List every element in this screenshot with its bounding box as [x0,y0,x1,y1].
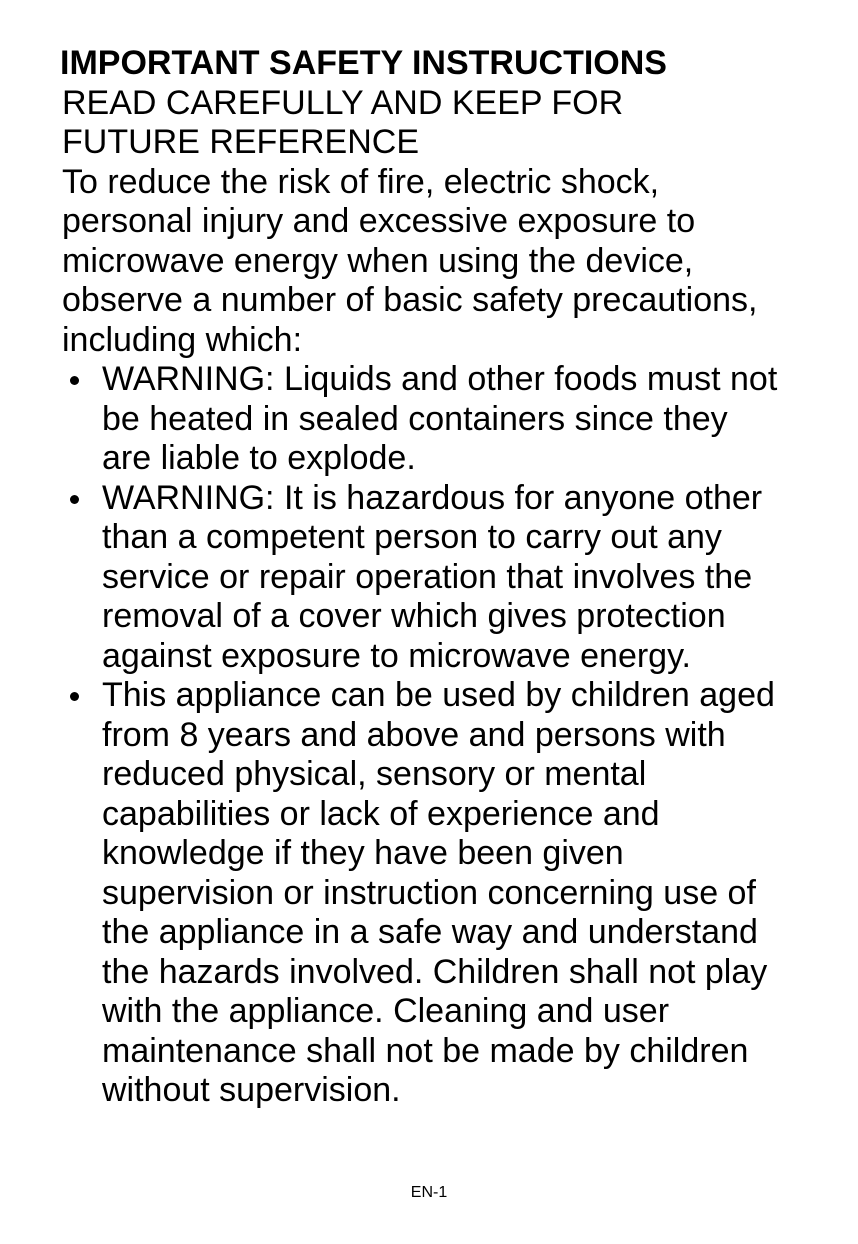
bullet-icon [70,376,79,385]
bullet-text: WARNING: Liquids and other foods must not be heated in sealed containers since they are liable to explode. [102,360,778,477]
intro-paragraph: To reduce the risk of fire, electric shock, personal injury and excessive exposure to microwave energy when using the device, observe a number of basic safety precautions, including which: [62,162,758,359]
document-body [60,44,820,1111]
bullet-text: WARNING: It is hazardous for anyone other than a competent person to carry out any service or repair operation that involves the removal of a cover which gives protection against exposure to microwave energy. [102,478,763,675]
bullet-icon [70,495,79,504]
safety-bullet-list [60,360,820,1111]
page-number: EN-1 [410,1184,448,1201]
bullet-icon [70,692,79,701]
list-item [60,479,820,677]
bullet-text: This appliance can be used by children aged from 8 years and above and persons with reduced physical, sensory or mental capabilities or lack of experience and knowledge if they have been given supervision or instruction concerning use of the appliance in a safe way and understand the hazards involved. Children shall not play with the appliance. Cleaning and user maintenance shall not be made by children without supervision. [102,676,775,1109]
list-item [60,676,820,1111]
list-item [60,360,820,479]
document-title: IMPORTANT SAFETY INSTRUCTIONS [60,44,667,82]
document-subtitle: READ CAREFULLY AND KEEP FOR FUTURE REFERENCE [62,83,624,161]
